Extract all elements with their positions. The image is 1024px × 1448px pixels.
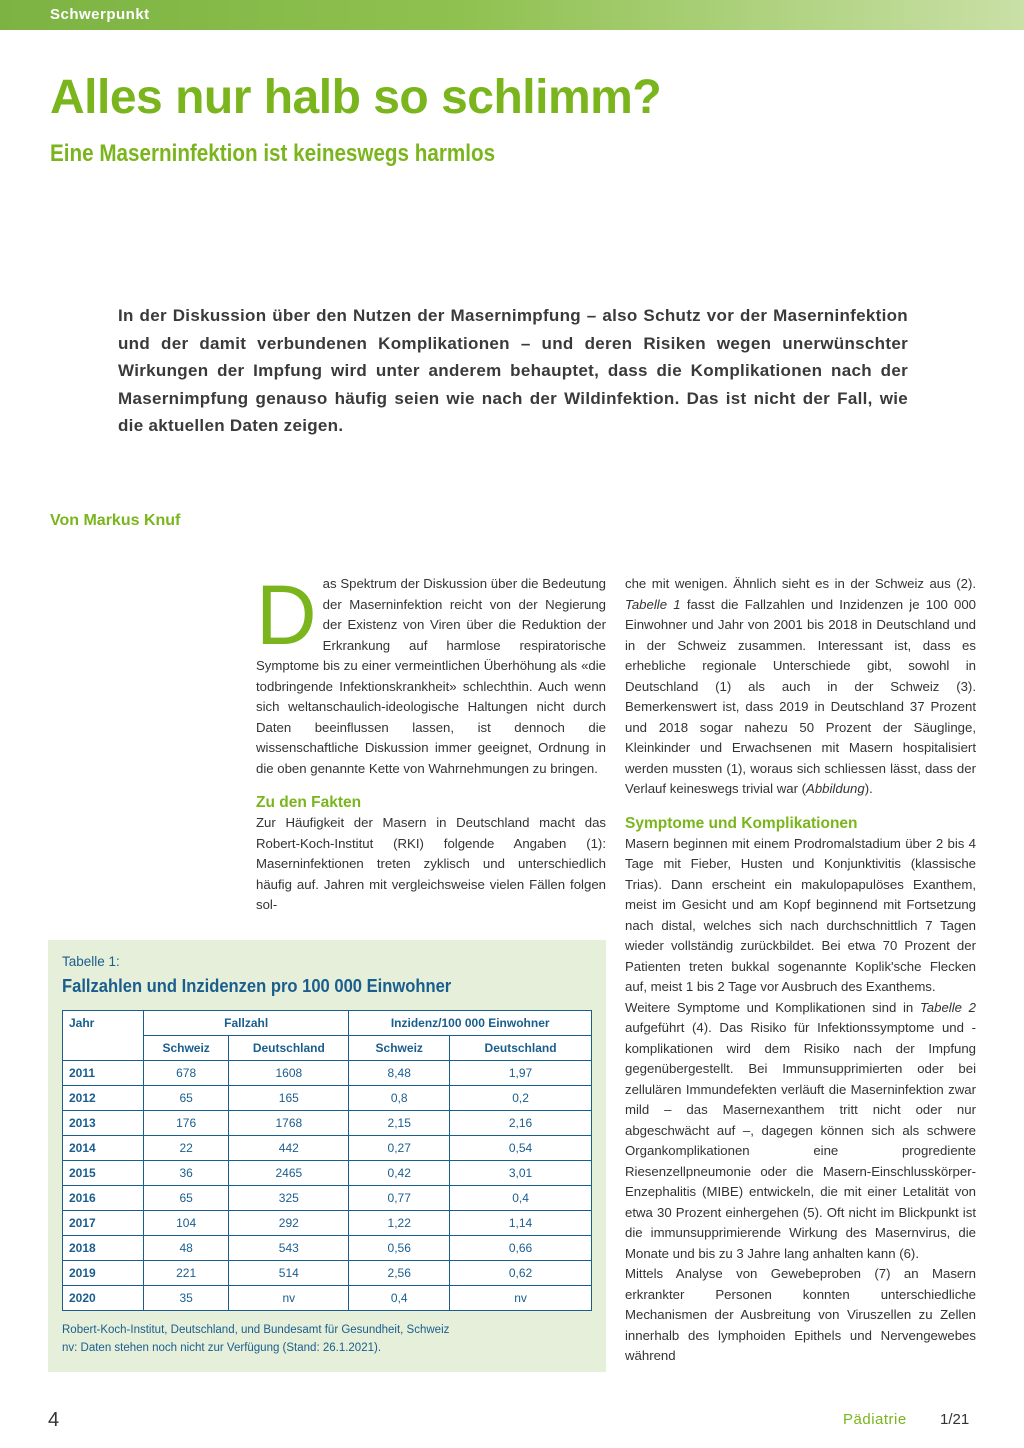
text-column-right (625, 574, 976, 1367)
header-schweiz: Schweiz (144, 1036, 229, 1061)
cell-year: 2015 (63, 1161, 144, 1186)
cell: 65 (144, 1186, 229, 1211)
table-row (63, 1236, 592, 1261)
figure-reference: Abbildung (806, 781, 865, 796)
text-span: aufgeführt (4). Das Risiko für Infektionssymptome und -komplikationen wird dem Risiko nach der Impfung gegenübergestellt. Bei Immunsupprimierten oder bei zellulären Immundefekten verläuft die Maserninfektion zwar mild – das Masernexanthem tritt nicht oder nur abgeschwächt auf –, dagegen können sich als schwere Organkomplikationen eine progrediente Riesenzellpneumonie oder die Masern-Einschlusskörper-Enzephalitis (MIBE) entwickeln, die mit einer Letalität von etwa 30 Prozent einhergehen (5). Oft nicht im Blickpunkt ist die immunsupprimierende Wirkung des Masernvirus, die Monate und bis zu 3 Jahre lang anhalten kann (6). (625, 1020, 976, 1261)
cell: 2,15 (349, 1111, 450, 1136)
cell: 0,4 (349, 1286, 450, 1311)
table-source-note: Robert-Koch-Institut, Deutschland, und Bundesamt für Gesundheit, Schweiz (62, 1324, 450, 1336)
table-row (63, 1211, 592, 1236)
facts-paragraph: Zur Häufigkeit der Masern in Deutschland macht das Robert-Koch-Institut (RKI) folgende Angaben (1): Maserninfektionen treten zyklisch und unterschiedlich häufig auf. Jahren mit vergleichsweise vielen Fällen folgen sol- (256, 815, 606, 912)
analysis-paragraph: Mittels Analyse von Gewebeproben (7) an Masern erkrankter Personen konnten unterschiedliche Mechanismen der Ausbreitung von Viruszellen zu Zellen innerhalb des lymphoiden Epithels und Nervengewebes während (625, 1266, 976, 1363)
table-row (63, 1111, 592, 1136)
cell: nv (229, 1286, 349, 1311)
table-box (48, 940, 606, 1372)
intro-text: as Spektrum der Diskussion über die Bedeutung der Maserninfektion reicht von der Negierung der Existenz von Viren über die Reduktion der Erkrankung auf harmlose respiratorische Symptome bis zu einer vermeintlichen Überhöhung als «die todbringende Infektionskrankheit» schlechthin. Auch wenn sich weltanschaulich-ideologische Haltungen nicht durch Daten beeinflussen lassen, ist dennoch die wissenschaftliche Diskussion immer geeignet, Ordnung in die oben genannte Kette von Wahrnehmungen zu bringen. (256, 576, 606, 776)
table-row (63, 1061, 592, 1086)
cell: 678 (144, 1061, 229, 1086)
header-deutschland: Deutschland (229, 1036, 349, 1061)
cell-year: 2019 (63, 1261, 144, 1286)
intro-paragraph (256, 568, 606, 779)
cell-year: 2016 (63, 1186, 144, 1211)
text-span: Weitere Symptome und Komplikationen sind in (625, 999, 920, 1015)
header-incidence: Inzidenz/100 000 Einwohner (349, 1011, 592, 1036)
cell: 22 (144, 1136, 229, 1161)
cell-year: 2012 (63, 1086, 144, 1111)
table-row (63, 1086, 592, 1111)
symptoms-paragraph: Masern beginnen mit einem Prodromalstadium über 2 bis 4 Tage mit Fieber, Husten und Konjunktivitis (klassische Trias). Dann erscheint ein makulopapulöses Exanthem, meist im Gesicht und am Kopf beginnend mit Fortsetzung nach distal, welches sich nach durchschnittlich 7 Tagen wieder vollständig zurückbildet. Bei etwa 70 Prozent der Patienten treten bukkal sogenannte Koplik'sche Flecken auf, meist 1 bis 2 Tage vor Ausbruch des Exanthems. (625, 835, 976, 994)
cell: 0,4 (450, 1186, 592, 1211)
cell-year: 2013 (63, 1111, 144, 1136)
text-span: ). (864, 781, 873, 796)
cell: 65 (144, 1086, 229, 1111)
article-title: Alles nur halb so schlimm? (50, 71, 662, 124)
section-header-bar (0, 0, 1024, 30)
cell: 2465 (229, 1161, 349, 1186)
drop-cap: D (256, 568, 317, 662)
table-title: Fallzahlen und Inzidenzen pro 100 000 Einwohner (62, 976, 452, 996)
cell: 2,16 (450, 1111, 592, 1136)
cell: 1768 (229, 1111, 349, 1136)
text-column-left (256, 568, 606, 916)
table-reference: Tabelle 1 (625, 596, 681, 612)
cell: 0,27 (349, 1136, 450, 1161)
table-row (63, 1261, 592, 1286)
cell-year: 2017 (63, 1211, 144, 1236)
cell: 1,97 (450, 1061, 592, 1086)
cell: 0,42 (349, 1161, 450, 1186)
cell: 1,14 (450, 1211, 592, 1236)
cell: 442 (229, 1136, 349, 1161)
cell: 165 (229, 1086, 349, 1111)
section-heading-facts: Zu den Fakten (256, 794, 362, 811)
table-label: Tabelle 1: (62, 954, 120, 969)
cell: 176 (144, 1111, 229, 1136)
cell: 1608 (229, 1061, 349, 1086)
table-nv-note: nv: Daten stehen noch nicht zur Verfügung (Stand: 26.1.2021). (62, 1342, 382, 1354)
article-subtitle: Eine Maserninfektion ist keineswegs harmlos (50, 140, 496, 167)
cell-year: 2014 (63, 1136, 144, 1161)
cell-year: 2011 (63, 1061, 144, 1086)
cell: 514 (229, 1261, 349, 1286)
cell: 8,48 (349, 1061, 450, 1086)
table-row (63, 1186, 592, 1211)
cell: 1,22 (349, 1211, 450, 1236)
header-schweiz: Schweiz (349, 1036, 450, 1061)
cell: nv (450, 1286, 592, 1311)
cell: 0,54 (450, 1136, 592, 1161)
cell-year: 2020 (63, 1286, 144, 1311)
cell: 0,77 (349, 1186, 450, 1211)
table-row (63, 1136, 592, 1161)
cell: 221 (144, 1261, 229, 1286)
cell: 0,2 (450, 1086, 592, 1111)
section-label: Schwerpunkt (50, 6, 150, 23)
text-span: che mit wenigen. Ähnlich sieht es in der Schweiz aus (2). (625, 576, 976, 591)
issue-number: 1/21 (940, 1411, 970, 1428)
complications-paragraph (625, 998, 976, 1265)
table-row (63, 1286, 592, 1311)
author-byline: Von Markus Knuf (50, 512, 181, 529)
section-heading-symptoms: Symptome und Komplikationen (625, 814, 858, 832)
text-span: fasst die Fallzahlen und Inzidenzen je 100 000 Einwohner und Jahr von 2001 bis 2018 in Deutschland und in der Schweiz zusammen. Interessant ist, dass es erhebliche regionale Unterschiede gibt, sowohl in Deutschland (1) als auch in der Schweiz (3). Bemerkenswert ist, dass 2019 in Deutschland 37 Prozent und 2018 sogar nahezu 50 Prozent der Säuglinge, Kleinkinder und Erwachsenen mit Masern hospitalisiert werden mussten (1), woraus sich schliessen lässt, dass der Verlauf keineswegs trivial war ( (625, 596, 976, 796)
header-cases: Fallzahl (144, 1011, 349, 1036)
cell: 48 (144, 1236, 229, 1261)
table-reference: Tabelle 2 (919, 999, 976, 1015)
cell: 3,01 (450, 1161, 592, 1186)
page-number: 4 (48, 1409, 60, 1431)
header-year: Jahr (63, 1011, 144, 1061)
cell: 292 (229, 1211, 349, 1236)
cases-table (62, 1010, 592, 1311)
lead-paragraph: In der Diskussion über den Nutzen der Masernimpfung – also Schutz vor der Maserninfektion und der damit verbundenen Komplikationen – und deren Risiken wegen unerwünschter Wirkungen der Impfung wird unter anderem behauptet, dass die Komplikationen nach der Masernimpfung genauso häufig seien wie nach der Wildinfektion. Das ist nicht der Fall, wie die aktuellen Daten zeigen. (118, 306, 908, 435)
cell: 35 (144, 1286, 229, 1311)
cell: 325 (229, 1186, 349, 1211)
cell: 2,56 (349, 1261, 450, 1286)
cell: 543 (229, 1236, 349, 1261)
cell-year: 2018 (63, 1236, 144, 1261)
continuation-paragraph (625, 574, 976, 800)
cell: 0,62 (450, 1261, 592, 1286)
cell: 0,66 (450, 1236, 592, 1261)
cell: 0,56 (349, 1236, 450, 1261)
table-header-row (63, 1011, 592, 1036)
cell: 104 (144, 1211, 229, 1236)
cell: 0,8 (349, 1086, 450, 1111)
cell: 36 (144, 1161, 229, 1186)
journal-name: Pädiatrie (843, 1411, 907, 1428)
header-deutschland: Deutschland (450, 1036, 592, 1061)
table-row (63, 1161, 592, 1186)
